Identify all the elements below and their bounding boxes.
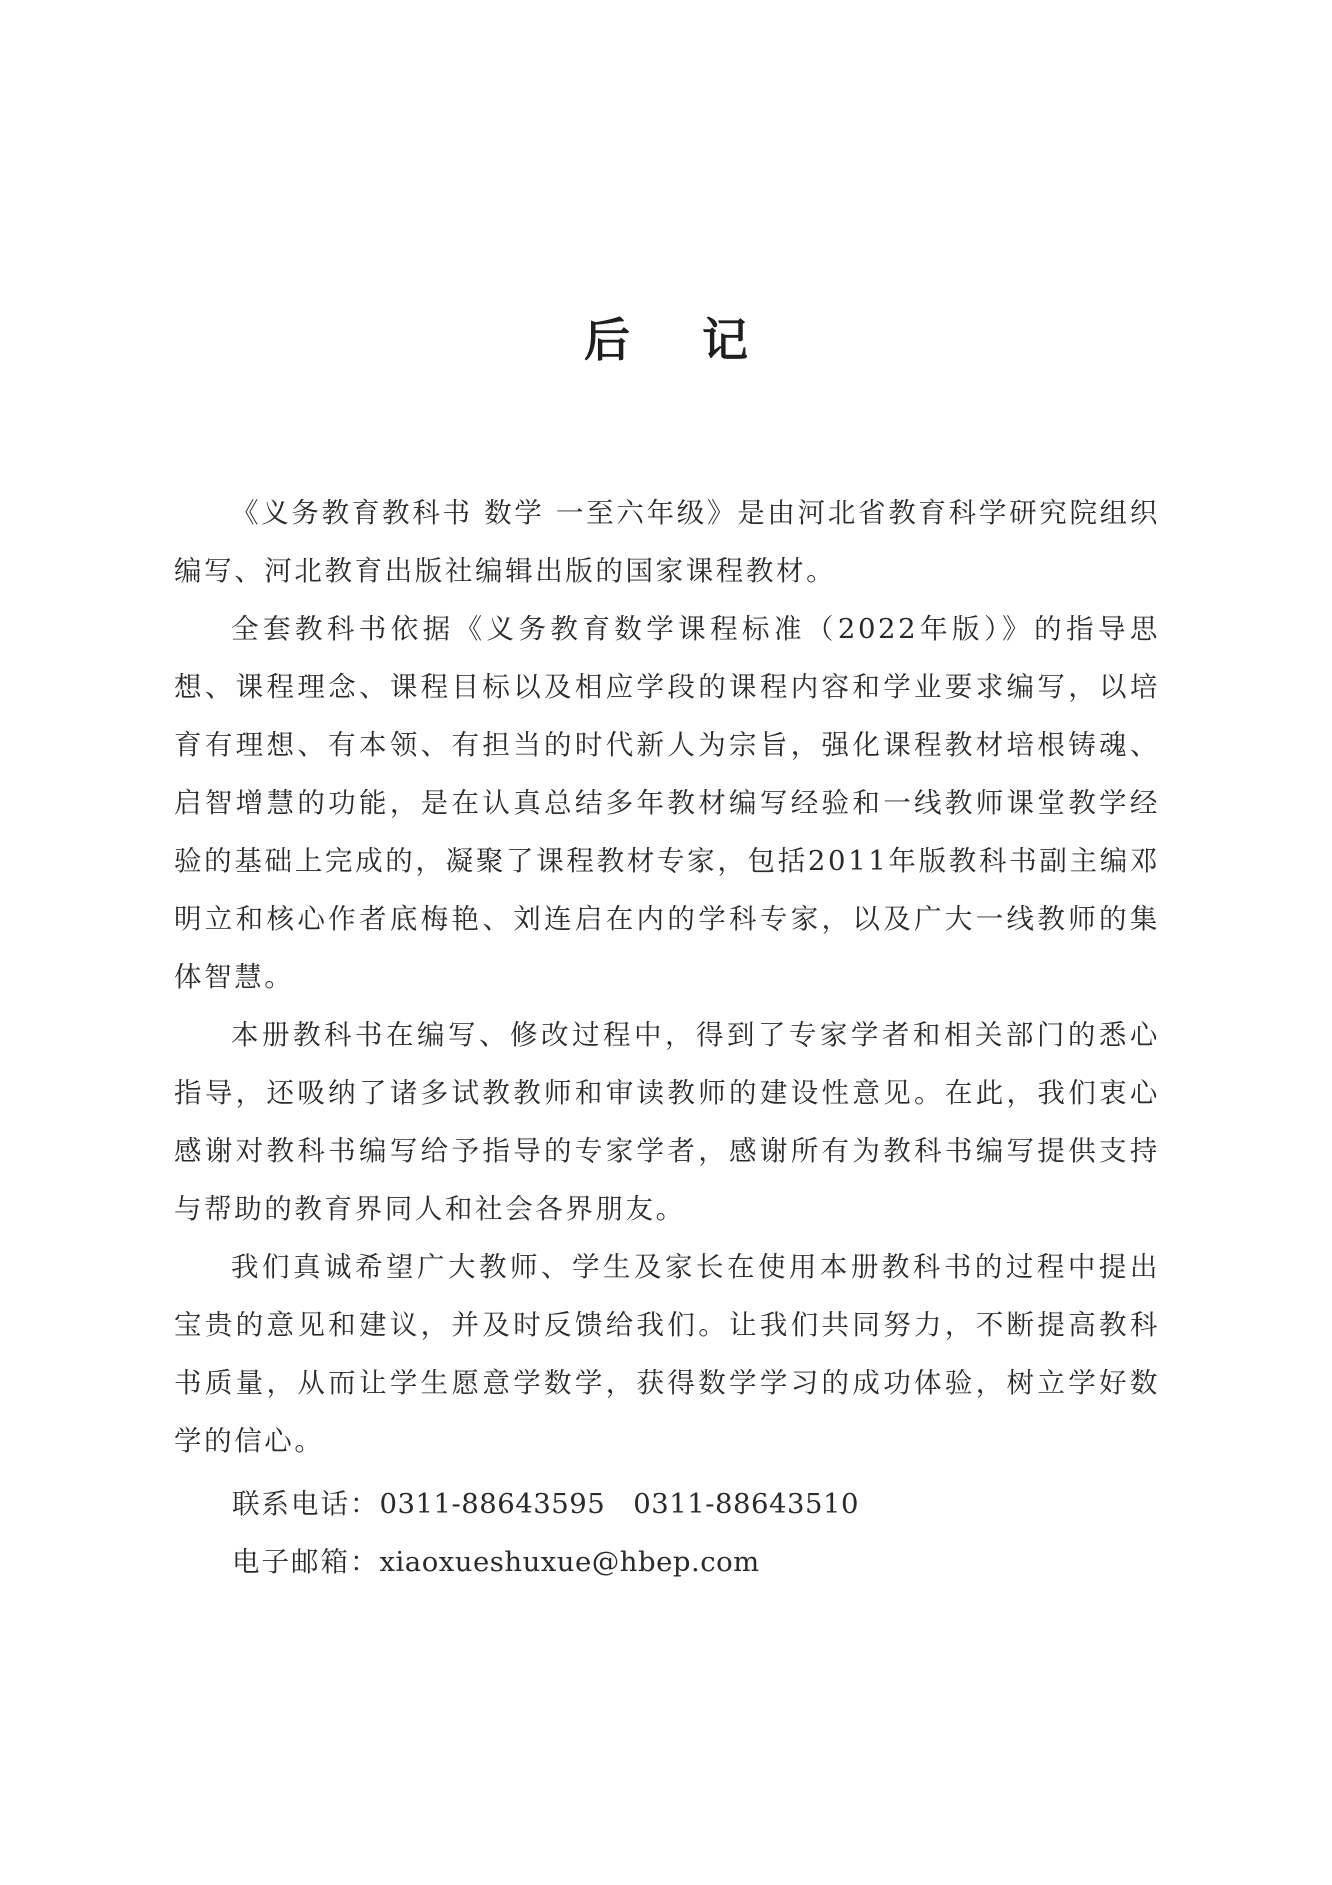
body-text	[174, 484, 1160, 1470]
contact-info	[232, 1475, 859, 1591]
phone-label: 联系电话：	[232, 1488, 380, 1520]
phone-number-2: 0311-88643510	[633, 1488, 859, 1520]
paragraph-1: 《义务教育教科书 数学 一至六年级》是由河北省教育科学研究院组织编写、河北教育出版社编辑出版的国家课程教材。	[174, 497, 1160, 587]
email-row	[232, 1533, 859, 1591]
phone-number-1: 0311-88643595	[379, 1488, 606, 1520]
paragraph-2: 全套教科书依据《义务教育数学课程标准（2022年版）》的指导思想、课程理念、课程目标以及相应学段的课程内容和学业要求编写，以培育有理想、有本领、有担当的时代新人为宗旨，强化课程教材培根铸魂、启智增慧的功能，是在认真总结多年教材编写经验和一线教师课堂教学经验的基础上完成的，凝聚了课程教材专家，包括2011年版教科书副主编邓明立和核心作者底梅艳、刘连启在内的学科专家，以及广大一线教师的集体智慧。	[174, 613, 1160, 993]
email-label: 电子邮箱：	[232, 1546, 380, 1578]
phone-row	[232, 1475, 859, 1533]
page-title: 后记	[584, 313, 820, 367]
email-address: xiaoxueshuxue@hbep.com	[379, 1546, 760, 1578]
paragraph-3: 本册教科书在编写、修改过程中，得到了专家学者和相关部门的悉心指导，还吸纳了诸多试教教师和审读教师的建设性意见。在此，我们衷心感谢对教科书编写给予指导的专家学者，感谢所有为教科书编写提供支持与帮助的教育界同人和社会各界朋友。	[174, 1019, 1160, 1225]
paragraph-4: 我们真诚希望广大教师、学生及家长在使用本册教科书的过程中提出宝贵的意见和建议，并及时反馈给我们。让我们共同努力，不断提高教科书质量，从而让学生愿意学数学，获得数学学习的成功体验，树立学好数学的信心。	[174, 1251, 1160, 1457]
